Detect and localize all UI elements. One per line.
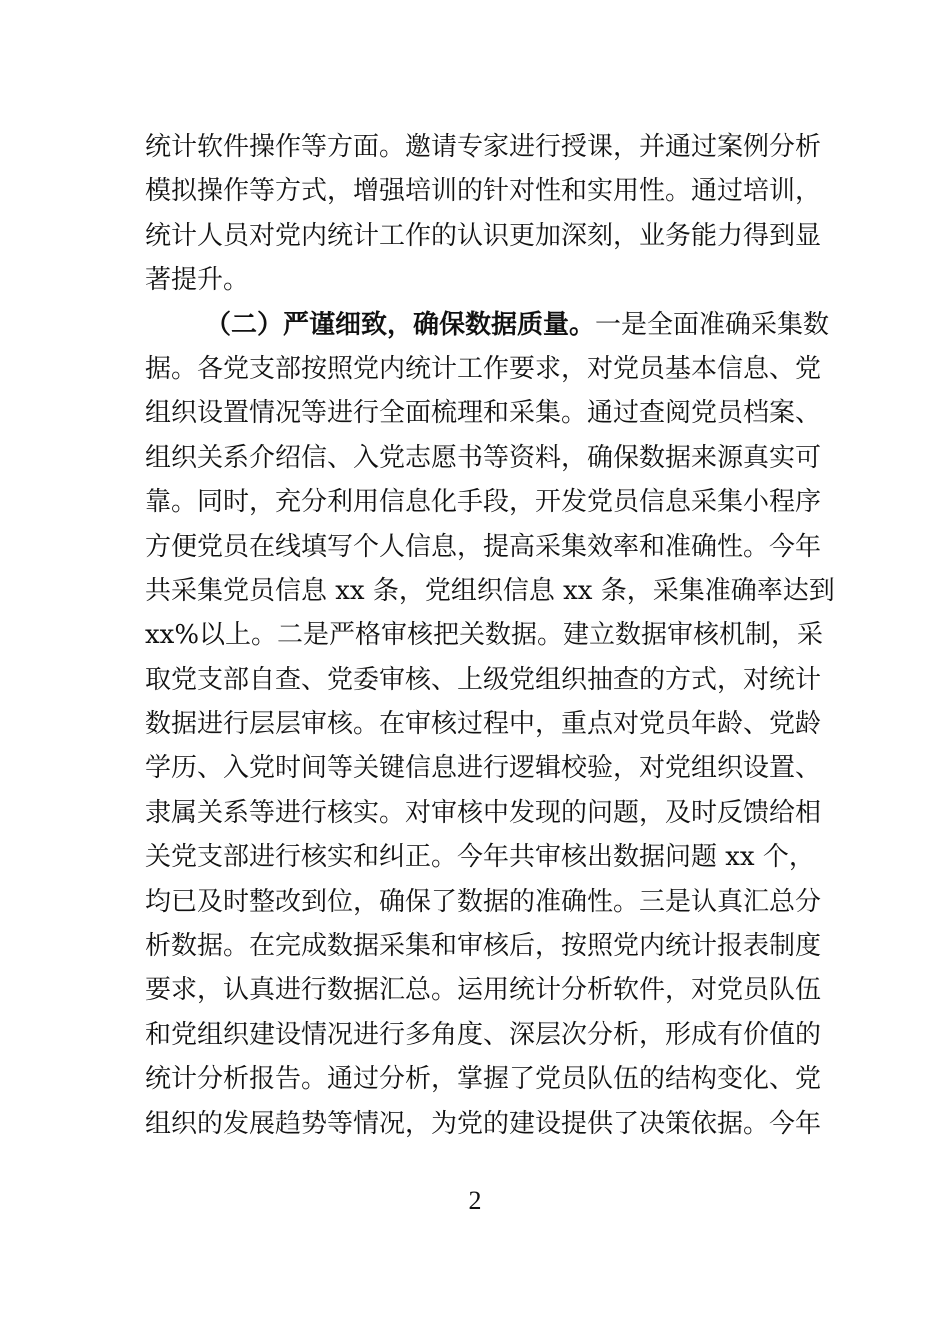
section-heading: （二）严谨细致，确保数据质量。 bbox=[205, 309, 596, 340]
text-line: 组织关系介绍信、入党志愿书等资料，确保数据来源真实可 bbox=[145, 442, 822, 473]
text-run: 一是全面准确采集数 bbox=[595, 309, 830, 340]
text-line: 统计软件操作等方面。邀请专家进行授课，并通过案例分析 bbox=[145, 132, 822, 162]
text-line: 学历、入党时间等关键信息进行逻辑校验，对党组织设置、 bbox=[145, 753, 822, 784]
text-line: 取党支部自查、党委审核、上级党组织抽查的方式，对统计 bbox=[145, 664, 822, 695]
text-line: 组织设置情况等进行全面梳理和采集。通过查阅党员档案、 bbox=[145, 398, 822, 429]
paragraph-training bbox=[145, 125, 822, 303]
text-line: 方便党员在线填写个人信息，提高采集效率和准确性。今年 bbox=[145, 531, 822, 562]
text-line: 数据进行层层审核。在审核过程中，重点对党员年龄、党龄 bbox=[145, 709, 822, 740]
text-line: 靠。同时，充分利用信息化手段，开发党员信息采集小程序 bbox=[145, 487, 822, 518]
body-text bbox=[145, 125, 835, 1146]
text-line: 关党支部进行核实和纠正。今年共审核出数据问题 xx 个， bbox=[145, 842, 815, 873]
text-line: 隶属关系等进行核实。对审核中发现的问题，及时反馈给相 bbox=[145, 797, 822, 828]
text-line: 统计人员对党内统计工作的认识更加深刻，业务能力得到显 bbox=[145, 220, 822, 251]
text-line: 著提升。 bbox=[145, 265, 250, 296]
paragraph-data-quality bbox=[145, 303, 835, 1146]
text-line: xx%以上。二是严格审核把关数据。建立数据审核机制，采 bbox=[145, 620, 824, 651]
text-line: 统计分析报告。通过分析，掌握了党员队伍的结构变化、党 bbox=[145, 1064, 822, 1095]
text-line: 析数据。在完成数据采集和审核后，按照党内统计报表制度 bbox=[145, 931, 822, 962]
text-line: 和党组织建设情况进行多角度、深层次分析，形成有价值的 bbox=[145, 1019, 822, 1050]
page-number: 2 bbox=[468, 1186, 482, 1215]
text-line: 模拟操作等方式，增强培训的针对性和实用性。通过培训， bbox=[145, 176, 822, 207]
text-line-first bbox=[145, 303, 830, 347]
text-line: 共采集党员信息 xx 条，党组织信息 xx 条，采集准确率达到 bbox=[145, 575, 835, 606]
text-line: 据。各党支部按照党内统计工作要求，对党员基本信息、党 bbox=[145, 353, 822, 384]
text-line: 均已及时整改到位，确保了数据的准确性。三是认真汇总分 bbox=[145, 886, 822, 917]
text-line: 组织的发展趋势等情况，为党的建设提供了决策依据。今年 bbox=[145, 1108, 822, 1139]
text-line: 要求，认真进行数据汇总。运用统计分析软件，对党员队伍 bbox=[145, 975, 822, 1006]
